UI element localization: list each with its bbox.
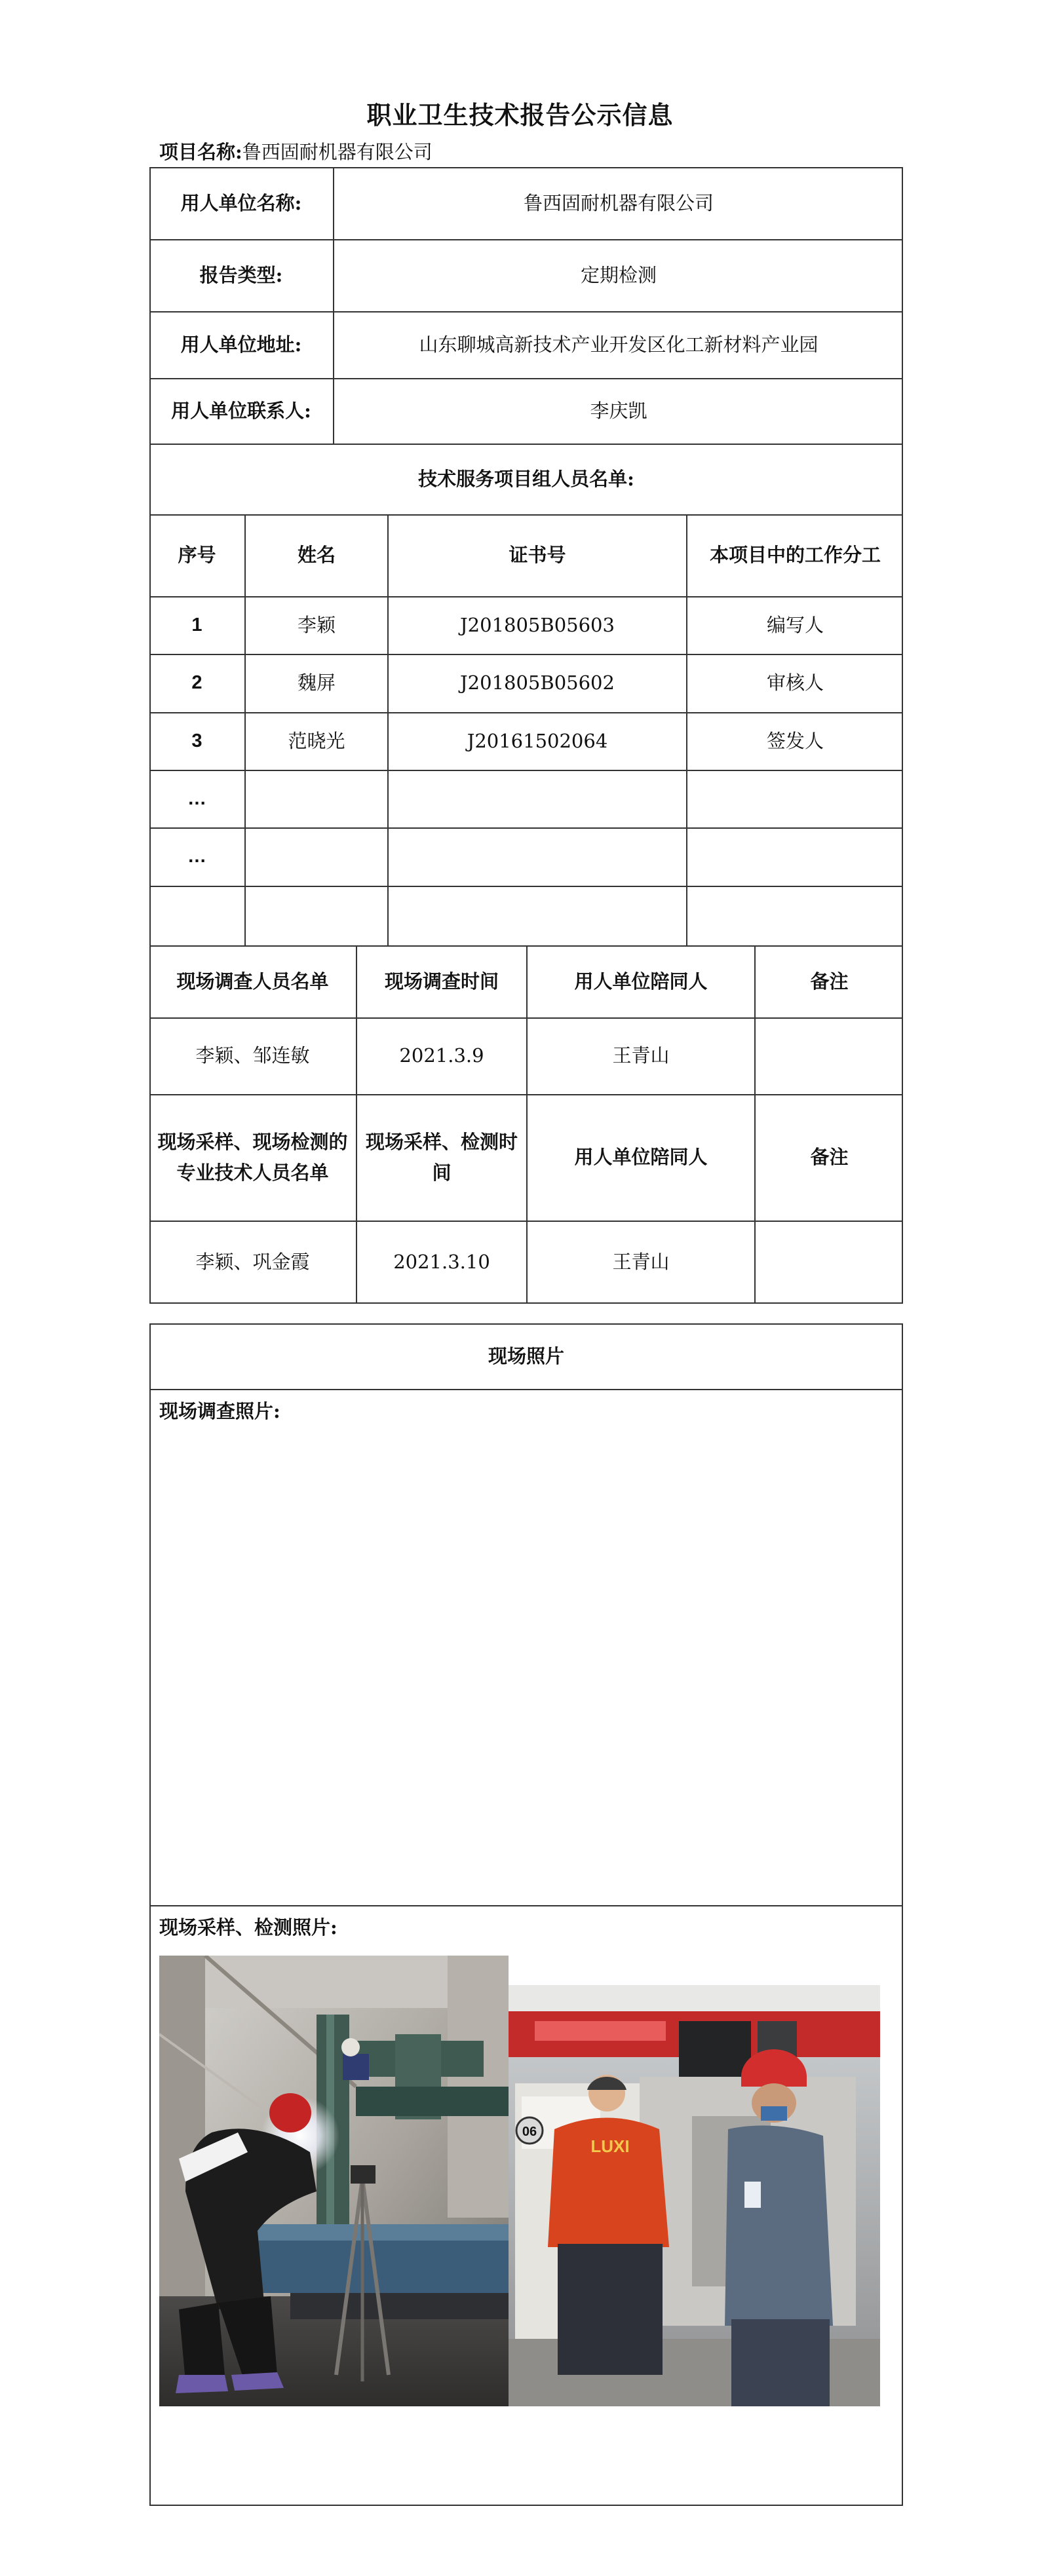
team-row-index: 3: [191, 730, 202, 751]
vest-lettering: LUXI: [590, 2136, 630, 2156]
unit-name-value: 鲁西固耐机器有限公司: [523, 191, 714, 214]
report-type-label: 报告类型:: [199, 263, 283, 286]
sampling-staff: 李颖、巩金霞: [195, 1251, 310, 1274]
team-row-index: …: [187, 846, 206, 867]
survey-photos-label: 现场调查照片:: [159, 1400, 280, 1422]
page-title: 职业卫生技术报告公示信息: [366, 100, 674, 130]
survey-header-companion: 用人单位陪同人: [574, 970, 708, 993]
team-header-index: 序号: [178, 544, 216, 567]
sampling-header-staff: 现场采样、现场检测的专业技术人员名单: [157, 1131, 348, 1184]
survey-header-time: 现场调查时间: [384, 970, 499, 993]
team-header-name: 姓名: [297, 544, 336, 567]
team-row-role: 审核人: [766, 672, 824, 694]
team-row-cert: J201805B05602: [460, 672, 615, 694]
team-row-index: 1: [191, 614, 202, 635]
team-header-role: 本项目中的工作分工: [709, 544, 881, 567]
survey-time: 2021.3.9: [399, 1044, 484, 1067]
sampling-header-remark: 备注: [810, 1146, 849, 1169]
team-title: 技术服务项目组人员名单:: [418, 467, 634, 490]
team-row-role: 编写人: [766, 613, 824, 636]
photo-drill-image: [159, 1956, 509, 2406]
contact-value: 李庆凯: [590, 399, 647, 422]
row-divider: [149, 770, 903, 771]
team-row-cert: J20161502064: [467, 729, 608, 752]
address-label: 用人单位地址:: [180, 333, 302, 356]
survey-staff: 李颖、邹连敏: [195, 1044, 310, 1067]
row-divider: [149, 1389, 903, 1390]
sampling-companion: 王青山: [612, 1251, 670, 1274]
machine-number: 06: [522, 2125, 537, 2139]
team-row-index: 2: [191, 672, 202, 694]
row-divider: [149, 886, 903, 887]
row-divider: [149, 827, 903, 829]
team-row-name: 范晓光: [288, 729, 345, 752]
sampling-header-time: 现场采样、检测时间: [365, 1131, 518, 1184]
team-row-cert: J201805B05603: [460, 613, 615, 636]
report-type-value: 定期检测: [580, 263, 657, 286]
team-row-role: 签发人: [766, 729, 824, 752]
survey-companion: 王青山: [612, 1044, 670, 1067]
team-row-name: 魏屏: [297, 672, 336, 694]
contact-label: 用人单位联系人:: [171, 399, 311, 422]
row-divider: [149, 1905, 903, 1906]
sampling-time: 2021.3.10: [393, 1251, 490, 1274]
survey-header-staff: 现场调查人员名单: [176, 970, 329, 993]
photos-title: 现场照片: [488, 1344, 564, 1367]
address-value: 山东聊城高新技术产业开发区化工新材料产业园: [419, 333, 819, 356]
sampling-photo-drill-machine: [159, 1956, 509, 2406]
sampling-photo-workers: [509, 1985, 880, 2406]
photo-workers-image: [509, 1985, 880, 2406]
sampling-header-companion: 用人单位陪同人: [574, 1146, 708, 1169]
sampling-photos-label: 现场采样、检测照片:: [159, 1916, 337, 1939]
team-header-cert: 证书号: [509, 544, 566, 567]
unit-name-label: 用人单位名称:: [180, 191, 302, 214]
team-row-name: 李颖: [297, 613, 336, 636]
team-row-index: …: [187, 787, 206, 809]
project-line: [159, 138, 433, 164]
survey-header-remark: 备注: [810, 970, 849, 993]
project-value: 鲁西固耐机器有限公司: [242, 141, 433, 163]
project-label: 项目名称:: [159, 141, 242, 163]
